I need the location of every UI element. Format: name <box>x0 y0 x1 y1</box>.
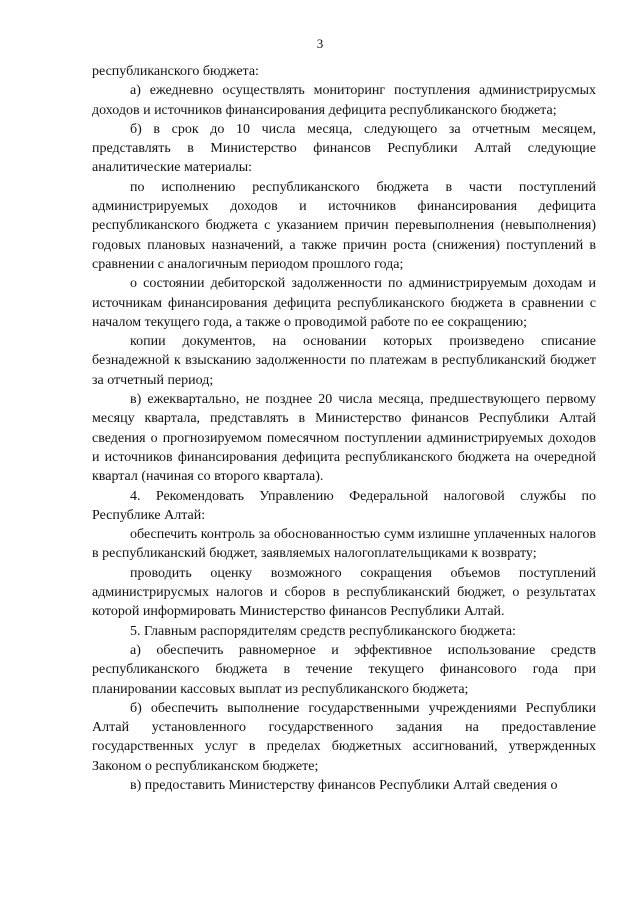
paragraph-budget-execution: по исполнению республиканского бюджета в части поступлений администрируемых доходов и источников финансирования дефицита республиканского бюджета с указанием причин перевыполнения (невыполнения) годовых плановых назначений, а также причин роста (снижения) поступлений в сравнении с аналогичным периодом прошлого года; <box>92 179 596 272</box>
paragraph-section-4: 4. Рекомендовать Управлению Федеральной налоговой службы по Республике Алтай: <box>92 488 596 523</box>
paragraph-item-v-quarterly: в) ежеквартально, не позднее 20 числа месяца, предшествующего первому месяцу квартала, представлять в Министерство финансов Республики Алтай сведения о прогнозируемом помесячном поступлении администрируемых доходов и источников финансирования дефицита республиканского бюджета на очередной квартал (начиная со второго квартала). <box>92 392 596 485</box>
paragraph-revenue-reduction-assessment: проводить оценку возможного сокращения объемов поступлений администрирусмых налогов и сборов в республиканский бюджет, о результатах которой информировать Министерство финансов Республики Алтай. <box>92 565 596 620</box>
paragraph-item-a-monitoring: а) ежедневно осуществлять мониторинг поступления администрирусмых доходов и источников финансирования дефицита республиканского бюджета; <box>92 83 596 118</box>
page-number: 3 <box>316 36 324 51</box>
paragraph-overpaid-taxes-control: обеспечить контроль за обоснованностью сумм излишне уплаченных налогов в республиканский бюджет, заявляемых налогоплательщиками к возврату; <box>92 527 596 562</box>
paragraph-section-5: 5. Главным распорядителям средств республиканского бюджета: <box>130 623 516 639</box>
paragraph-item-b-monthly-reports: б) в срок до 10 числа месяца, следующего за отчетным месяцем, представлять в Министерство финансов Республики Алтай следующие аналитические материалы: <box>92 121 596 176</box>
paragraph-item-b-state-assignment: б) обеспечить выполнение государственными учреждениями Республики Алтай установленного государственного задания на предоставление государственных услуг в пределах бюджетных ассигнований, утвержденных Законом о республиканском бюджете; <box>92 700 596 774</box>
paragraph-write-off-copies: копии документов, на основании которых произведено списание безнадежной к взысканию задолженности по платежам в республиканский бюджет за отчетный период; <box>92 334 596 388</box>
paragraph-receivables: о состоянии дебиторской задолженности по администрируемым доходам и источникам финансирования дефицита республиканского бюджета в сравнении с началом текущего года, а также о проводимой работе по ее сокращению; <box>92 276 596 330</box>
paragraph-item-v-info: в) предоставить Министерству финансов Республики Алтай сведения о <box>130 777 558 793</box>
document-body <box>92 62 596 795</box>
paragraph-continuation: республиканского бюджета: <box>92 64 259 79</box>
paragraph-item-a-spending: а) обеспечить равномерное и эффективное использование средств республиканского бюджета в течение текущего финансового года при планировании кассовых выплат из республиканского бюджета; <box>92 642 596 697</box>
